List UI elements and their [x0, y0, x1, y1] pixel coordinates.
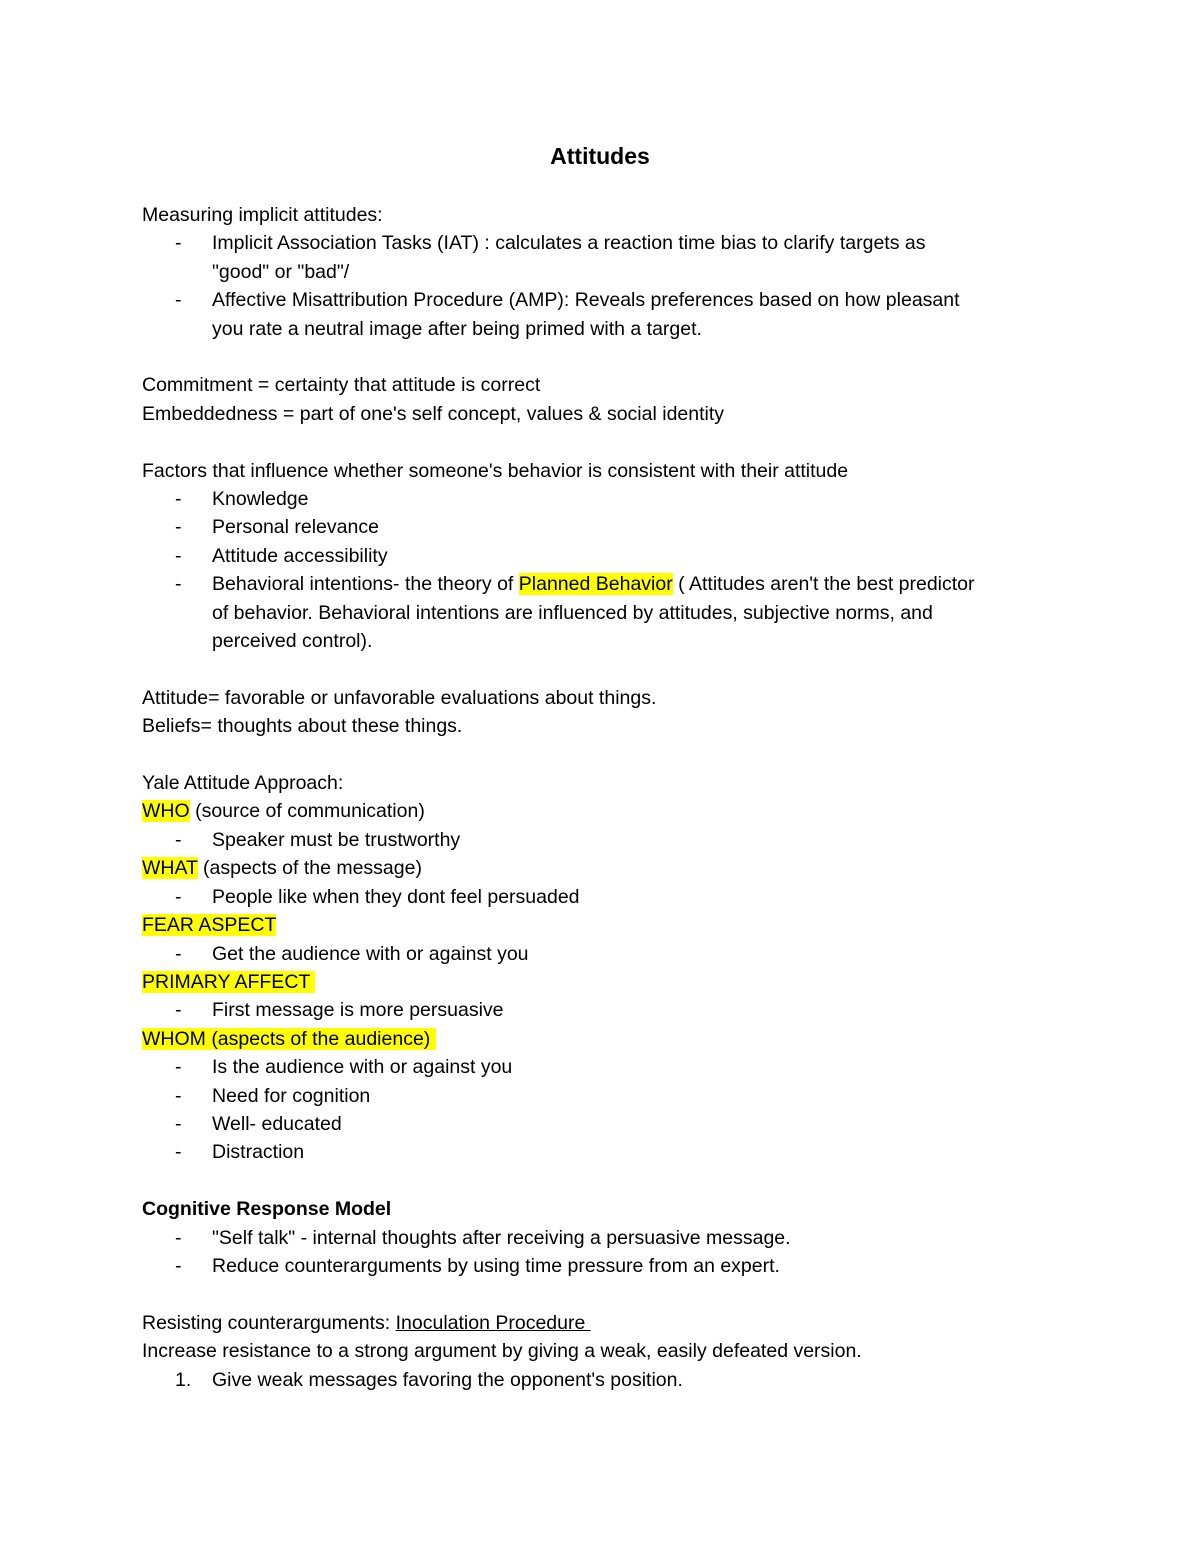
list-item	[142, 1138, 1062, 1166]
document-body	[142, 201, 1062, 1394]
list-item-text: Personal relevance	[212, 516, 379, 539]
list-item	[142, 286, 1062, 343]
bullet-dash: -	[175, 1254, 182, 1277]
list-item-text	[212, 570, 1062, 598]
bullet-dash: -	[175, 1084, 182, 1107]
highlighted-term: FEAR ASPECT	[142, 914, 277, 937]
highlighted-term: WHAT	[142, 857, 198, 880]
inoculation-definition: Increase resistance to a strong argument by giving a weak, easily defeated version.	[142, 1340, 862, 1363]
document-title: Attitudes	[550, 143, 650, 169]
list-item-text: perceived control).	[212, 630, 373, 653]
bullet-dash: -	[175, 942, 182, 965]
text-run: Resisting counterarguments:	[142, 1311, 396, 1334]
list-item	[142, 940, 1062, 968]
list-item-text: Knowledge	[212, 488, 309, 511]
section-heading-implicit: Measuring implicit attitudes:	[142, 204, 383, 226]
section-heading-factors: Factors that influence whether someone's behavior is consistent with their attitude	[142, 459, 849, 482]
definition-commitment: Commitment = certainty that attitude is correct	[142, 374, 541, 397]
list-item-text: "good" or "bad"/	[212, 260, 350, 283]
list-item	[142, 826, 1062, 854]
definition-beliefs: Beliefs= thoughts about these things.	[142, 715, 463, 738]
bullet-dash: -	[175, 289, 182, 312]
list-item-text: of behavior. Behavioral intentions are influenced by attitudes, subjective norms, and	[212, 601, 933, 624]
list-item-text: Attitude accessibility	[212, 544, 388, 567]
highlighted-term: WHO	[142, 800, 190, 823]
list-item	[142, 1082, 1062, 1110]
list-item	[142, 542, 1062, 570]
list-item-text: Is the audience with or against you	[212, 1056, 513, 1079]
definition-attitude: Attitude= favorable or unfavorable evaluations about things.	[142, 686, 657, 709]
list-item-text: Distraction	[212, 1141, 305, 1164]
list-item	[142, 1110, 1062, 1138]
list-item-text: People like when they dont feel persuaded	[212, 885, 580, 908]
list-item-text: First message is more persuasive	[212, 999, 504, 1022]
bullet-dash: -	[175, 232, 182, 255]
list-item	[142, 996, 1062, 1024]
numbered-item	[142, 1366, 1062, 1394]
list-item-text: "Self talk" - internal thoughts after receiving a persuasive message.	[212, 1226, 791, 1249]
list-item-text: Implicit Association Tasks (IAT) : calculates a reaction time bias to clarify targets as	[212, 232, 926, 255]
bullet-dash: -	[175, 573, 182, 596]
list-item	[142, 1053, 1062, 1081]
bullet-dash: -	[175, 1141, 182, 1164]
text-run: ( Attitudes aren't the best predictor	[672, 573, 975, 596]
list-item	[142, 570, 1062, 655]
list-item-text: you rate a neutral image after being primed with a target.	[212, 317, 702, 340]
underlined-term: Inoculation Procedure	[395, 1311, 591, 1334]
section-heading-cognitive: Cognitive Response Model	[142, 1198, 392, 1221]
list-item	[142, 883, 1062, 911]
text-run: (source of communication)	[189, 800, 425, 823]
list-item-text: Reduce counterarguments by using time pressure from an expert.	[212, 1254, 780, 1277]
highlighted-term: PRIMARY AFFECT	[142, 970, 316, 993]
bullet-dash: -	[175, 999, 182, 1022]
highlighted-term: Planned Behavior	[518, 573, 673, 596]
bullet-dash: -	[175, 1056, 182, 1079]
list-item	[142, 513, 1062, 541]
resisting-line	[142, 1309, 1062, 1337]
list-item	[142, 229, 1062, 286]
list-item	[142, 1252, 1062, 1280]
yale-fear	[142, 911, 1062, 939]
yale-primary	[142, 968, 1062, 996]
bullet-dash: -	[175, 544, 182, 567]
list-item-text: Speaker must be trustworthy	[212, 828, 461, 851]
text-run: Behavioral intentions- the theory of	[212, 573, 519, 596]
list-item-text: Get the audience with or against you	[212, 942, 529, 965]
section-heading-yale: Yale Attitude Approach:	[142, 772, 344, 795]
list-item	[142, 485, 1062, 513]
number-marker: 1.	[175, 1368, 192, 1391]
highlighted-term: WHOM (aspects of the audience)	[142, 1027, 436, 1050]
bullet-dash: -	[175, 488, 182, 511]
bullet-dash: -	[175, 1112, 182, 1135]
list-item-text: Give weak messages favoring the opponent's position.	[212, 1368, 683, 1391]
bullet-dash: -	[175, 516, 182, 539]
text-run: (aspects of the message)	[197, 857, 422, 880]
bullet-dash: -	[175, 828, 182, 851]
list-item-text: Affective Misattribution Procedure (AMP): Reveals preferences based on how pleasant	[212, 289, 960, 312]
bullet-dash: -	[175, 1226, 182, 1249]
definition-embeddedness: Embeddedness = part of one's self concept, values & social identity	[142, 402, 725, 425]
yale-what	[142, 854, 1062, 882]
list-item-text: Well- educated	[212, 1112, 342, 1135]
bullet-dash: -	[175, 885, 182, 908]
list-item	[142, 1224, 1062, 1252]
yale-whom	[142, 1025, 1062, 1053]
list-item-text: Need for cognition	[212, 1084, 371, 1107]
yale-who	[142, 797, 1062, 825]
